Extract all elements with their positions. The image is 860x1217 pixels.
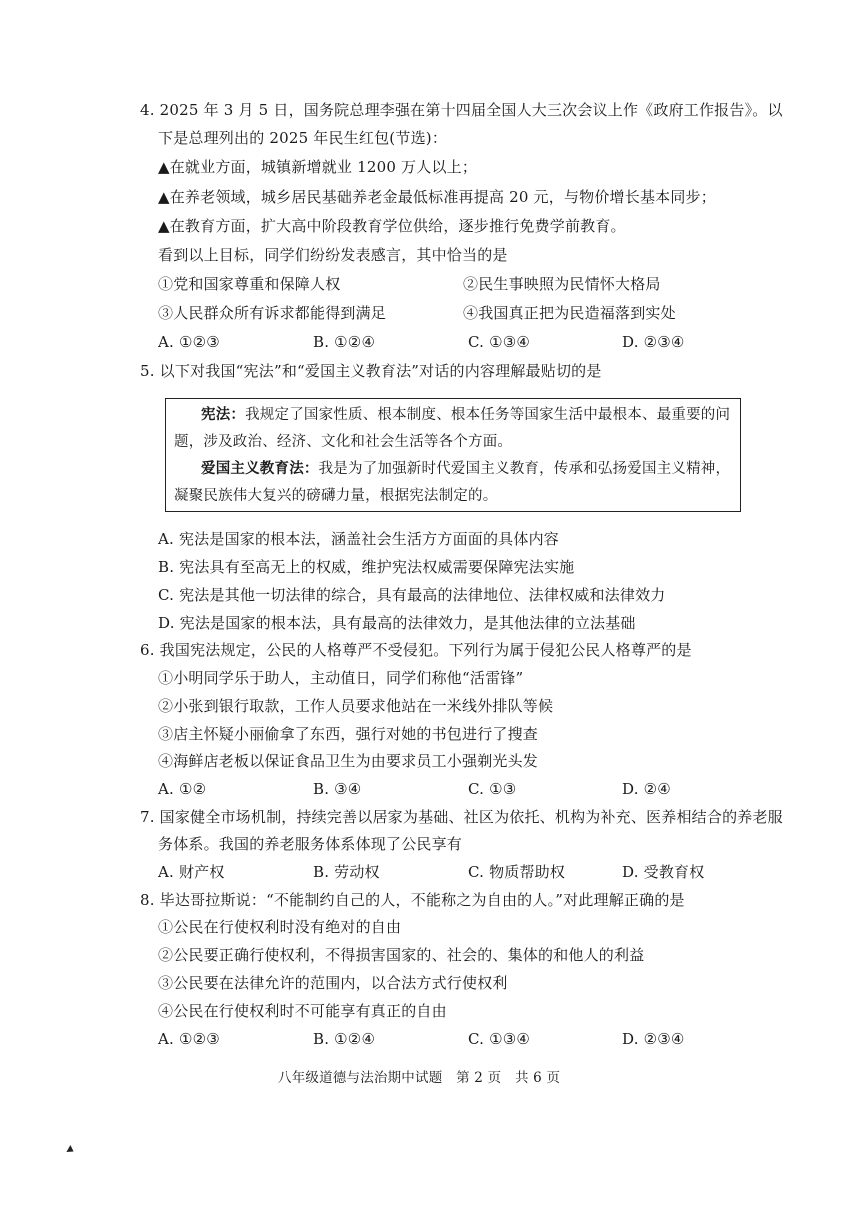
q6-option-4: ④海鲜店老板以保证食品卫生为由要求员工小强剃光头发 [158, 752, 539, 770]
q4-stem-line1: 4. 2025 年 3 月 5 日，国务院总理李强在第十四届全国人大三次会议上作《政府工作报告》。以 [140, 101, 783, 119]
q8-choice-b: B. ①②④ [313, 1030, 376, 1048]
q5-patriotism-law-label: 爱国主义教育法： [201, 460, 319, 477]
q6-stem: 6. 我国宪法规定，公民的人格尊严不受侵犯。下列行为属于侵犯公民人格尊严的是 [140, 641, 692, 659]
q8-choice-d: D. ②③④ [622, 1030, 685, 1048]
q5-box-line1 [201, 405, 730, 425]
q5-choice-d: D. 宪法是国家的根本法，具有最高的法律效力，是其他法律的立法基础 [158, 614, 636, 632]
q7-choice-d: D. 受教育权 [622, 863, 705, 881]
q4-choice-b: B. ①②④ [313, 333, 376, 351]
q5-choice-b: B. 宪法具有至高无上的权威，维护宪法权威需要保障宪法实施 [158, 558, 575, 576]
q8-option-1: ①公民在行使权利时没有绝对的自由 [158, 918, 402, 936]
q8-option-3: ③公民要在法律允许的范围内，以合法方式行使权利 [158, 974, 508, 992]
q6-choice-a: A. ①② [158, 780, 207, 798]
q4-bullet-education: ▲在教育方面，扩大高中阶段教育学位供给，逐步推行免费学前教育。 [158, 217, 626, 235]
q5-box-line2: 题，涉及政治、经济、文化和社会生活等各个方面。 [174, 434, 513, 450]
q4-option-2: ②民生事映照为民情怀大格局 [463, 275, 661, 293]
q4-option-1: ①党和国家尊重和保障人权 [158, 275, 341, 293]
q4-choice-a: A. ①②③ [158, 333, 220, 351]
q5-choice-a: A. 宪法是国家的根本法，涵盖社会生活方方面面的具体内容 [158, 530, 559, 548]
q4-choice-d: D. ②③④ [622, 333, 685, 351]
q7-choice-b: B. 劳动权 [313, 863, 380, 881]
q7-stem-line1: 7. 国家健全市场机制，持续完善以居家为基础、社区为依托、机构为补充、医养相结合的养老服 [140, 808, 783, 826]
q6-choice-c: C. ①③ [468, 780, 517, 798]
q5-choice-c: C. 宪法是其他一切法律的综合，具有最高的法律地位、法律权威和法律效力 [158, 586, 666, 604]
q4-bullet-pension: ▲在养老领域，城乡居民基础养老金最低标准再提高 20 元，与物价增长基本同步； [158, 188, 716, 206]
q4-option-4: ④我国真正把为民造福落到实处 [463, 304, 676, 322]
q6-option-2: ②小张到银行取款，工作人员要求他站在一米线外排队等候 [158, 697, 554, 715]
q8-stem: 8. 毕达哥拉斯说：“不能制约自己的人，不能称之为自由的人。”对此理解正确的是 [140, 891, 685, 909]
q5-constitution-label: 宪法： [201, 406, 246, 423]
q6-option-1: ①小明同学乐于助人，主动值日，同学们称他“活雷锋” [158, 669, 524, 687]
q4-stem-line2: 下是总理列出的 2025 年民生红包(节选)： [158, 129, 448, 147]
q8-option-2: ②公民要正确行使权利，不得损害国家的、社会的、集体的和他人的利益 [158, 946, 645, 964]
q8-choice-c: C. ①③④ [468, 1030, 531, 1048]
q4-prompt: 看到以上目标，同学们纷纷发表感言，其中恰当的是 [158, 246, 508, 264]
q8-option-4: ④公民在行使权利时不可能享有真正的自由 [158, 1002, 447, 1020]
q5-stem: 5. 以下对我国“宪法”和“爱国主义教育法”对话的内容理解最贴切的是 [140, 362, 602, 380]
q5-constitution-text: 我规定了国家性质、根本制度、根本任务等国家生活中最根本、最重要的问 [245, 407, 731, 423]
q8-choice-a: A. ①②③ [158, 1030, 220, 1048]
q5-patriotism-law-text: 我是为了加强新时代爱国主义教育，传承和弘扬爱国主义精神， [318, 461, 731, 477]
q6-choice-b: B. ③④ [313, 780, 362, 798]
page-footer: 八年级道德与法治期中试题 第 2 页 共 6 页 [278, 1070, 561, 1086]
scan-mark-icon [66, 1145, 75, 1155]
q7-choice-a: A. 财产权 [158, 863, 225, 881]
q4-choice-c: C. ①③④ [468, 333, 531, 351]
q7-stem-line2: 务体系。我国的养老服务体系体现了公民享有 [158, 835, 463, 853]
q4-option-3: ③人民群众所有诉求都能得到满足 [158, 304, 387, 322]
q5-box-line4: 凝聚民族伟大复兴的磅礴力量，根据宪法制定的。 [174, 488, 498, 504]
q7-choice-c: C. 物质帮助权 [468, 863, 566, 881]
q6-choice-d: D. ②④ [622, 780, 671, 798]
q4-bullet-employment: ▲在就业方面，城镇新增就业 1200 万人以上； [158, 158, 478, 176]
q5-box-line3 [201, 459, 730, 479]
q6-option-3: ③店主怀疑小丽偷拿了东西，强行对她的书包进行了搜查 [158, 725, 539, 743]
